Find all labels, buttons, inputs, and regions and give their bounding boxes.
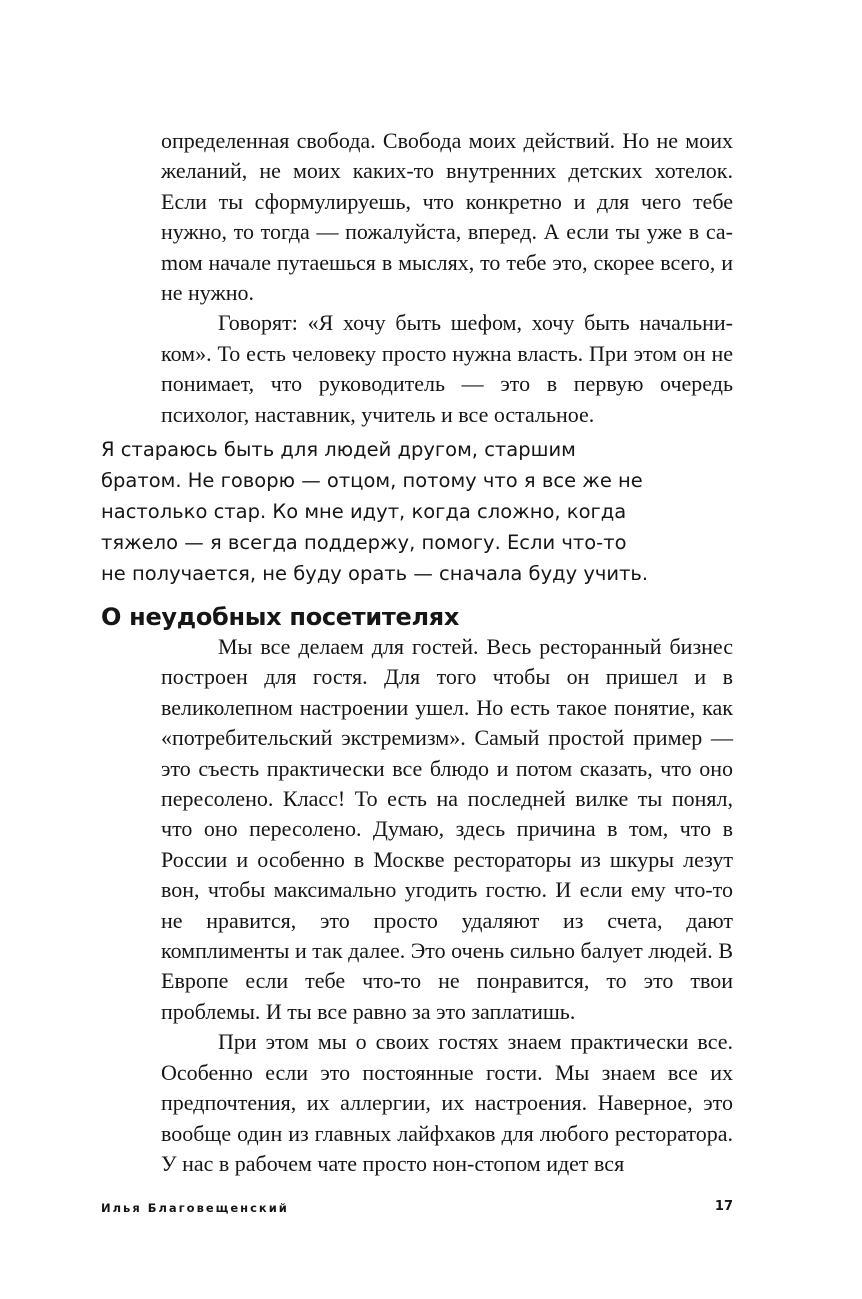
- paragraph: Говорят: «Я хочу быть шефом, хочу быть начальником». То есть человеку просто нужна власть. При этом он не понимает, что руководитель — это в первую очередь психолог, наставник, учитель и все остальное.: [161, 310, 733, 427]
- paragraph: При этом мы о своих гостях знаем практически все. Особенно если это постоянные гости. Мы знаем все их предпочтения, их аллергии, их настроения. Наверное, это вообще один из главных лайфхаков для любого ресторатора. У нас в рабочем чате просто нон-стопом идет вся: [161, 1029, 733, 1176]
- pull-quote: [101, 434, 653, 589]
- page-number: 17: [714, 1199, 733, 1214]
- pull-quote-text: Я стараюсь быть для людей другом, старшим братом. Не говорю — отцом, потому что я все же не настолько стар. Ко мне идут, когда сложно, когда тяжело — я всегда поддержу, помогу. Если что-то не получается, не буду орать — сначала буду учить.: [101, 438, 649, 585]
- running-footer-author: Илья Благовещенский: [101, 1201, 289, 1215]
- body-text-block-1: [161, 126, 733, 430]
- paragraph: Мы все делаем для гостей. Весь ресторанный бизнес построен для гостя. Для того чтобы он пришел и в великолепном настроении ушел. Но есть такое понятие, как «потребительский экстремизм». Самый простой пример — это съесть практически все блюдо и потом сказать, что оно пересолено. Класс! То есть на последней вилке ты понял, что оно пересолено. Думаю, здесь причина в том, что в России и особенно в Москве рестораторы из шкуры лезут вон, чтобы максимально угодить гостю. И если ему что-то не нравится, это просто удаляют из счета, дают комплименты и так далее. Это очень сильно балует людей. В Европе если тебе что-то не понравится, то это твои проблемы. И ты все равно за это заплатишь.: [161, 634, 733, 1024]
- body-text-block-2: [161, 632, 733, 1179]
- paragraph-continued: определенная свобода. Свобода моих действий. Но не моих желаний, не моих каких-то внутренних детских хотелок. Если ты сформулируешь, что конкретно и для чего тебе нужно, то тогда — пожалуйста, вперед. А если ты уже в саmом начале путаешься в мыслях, то тебе это, скорее всего, и не нужно.: [161, 128, 733, 306]
- section-heading: О неудобных посетителях: [101, 603, 460, 631]
